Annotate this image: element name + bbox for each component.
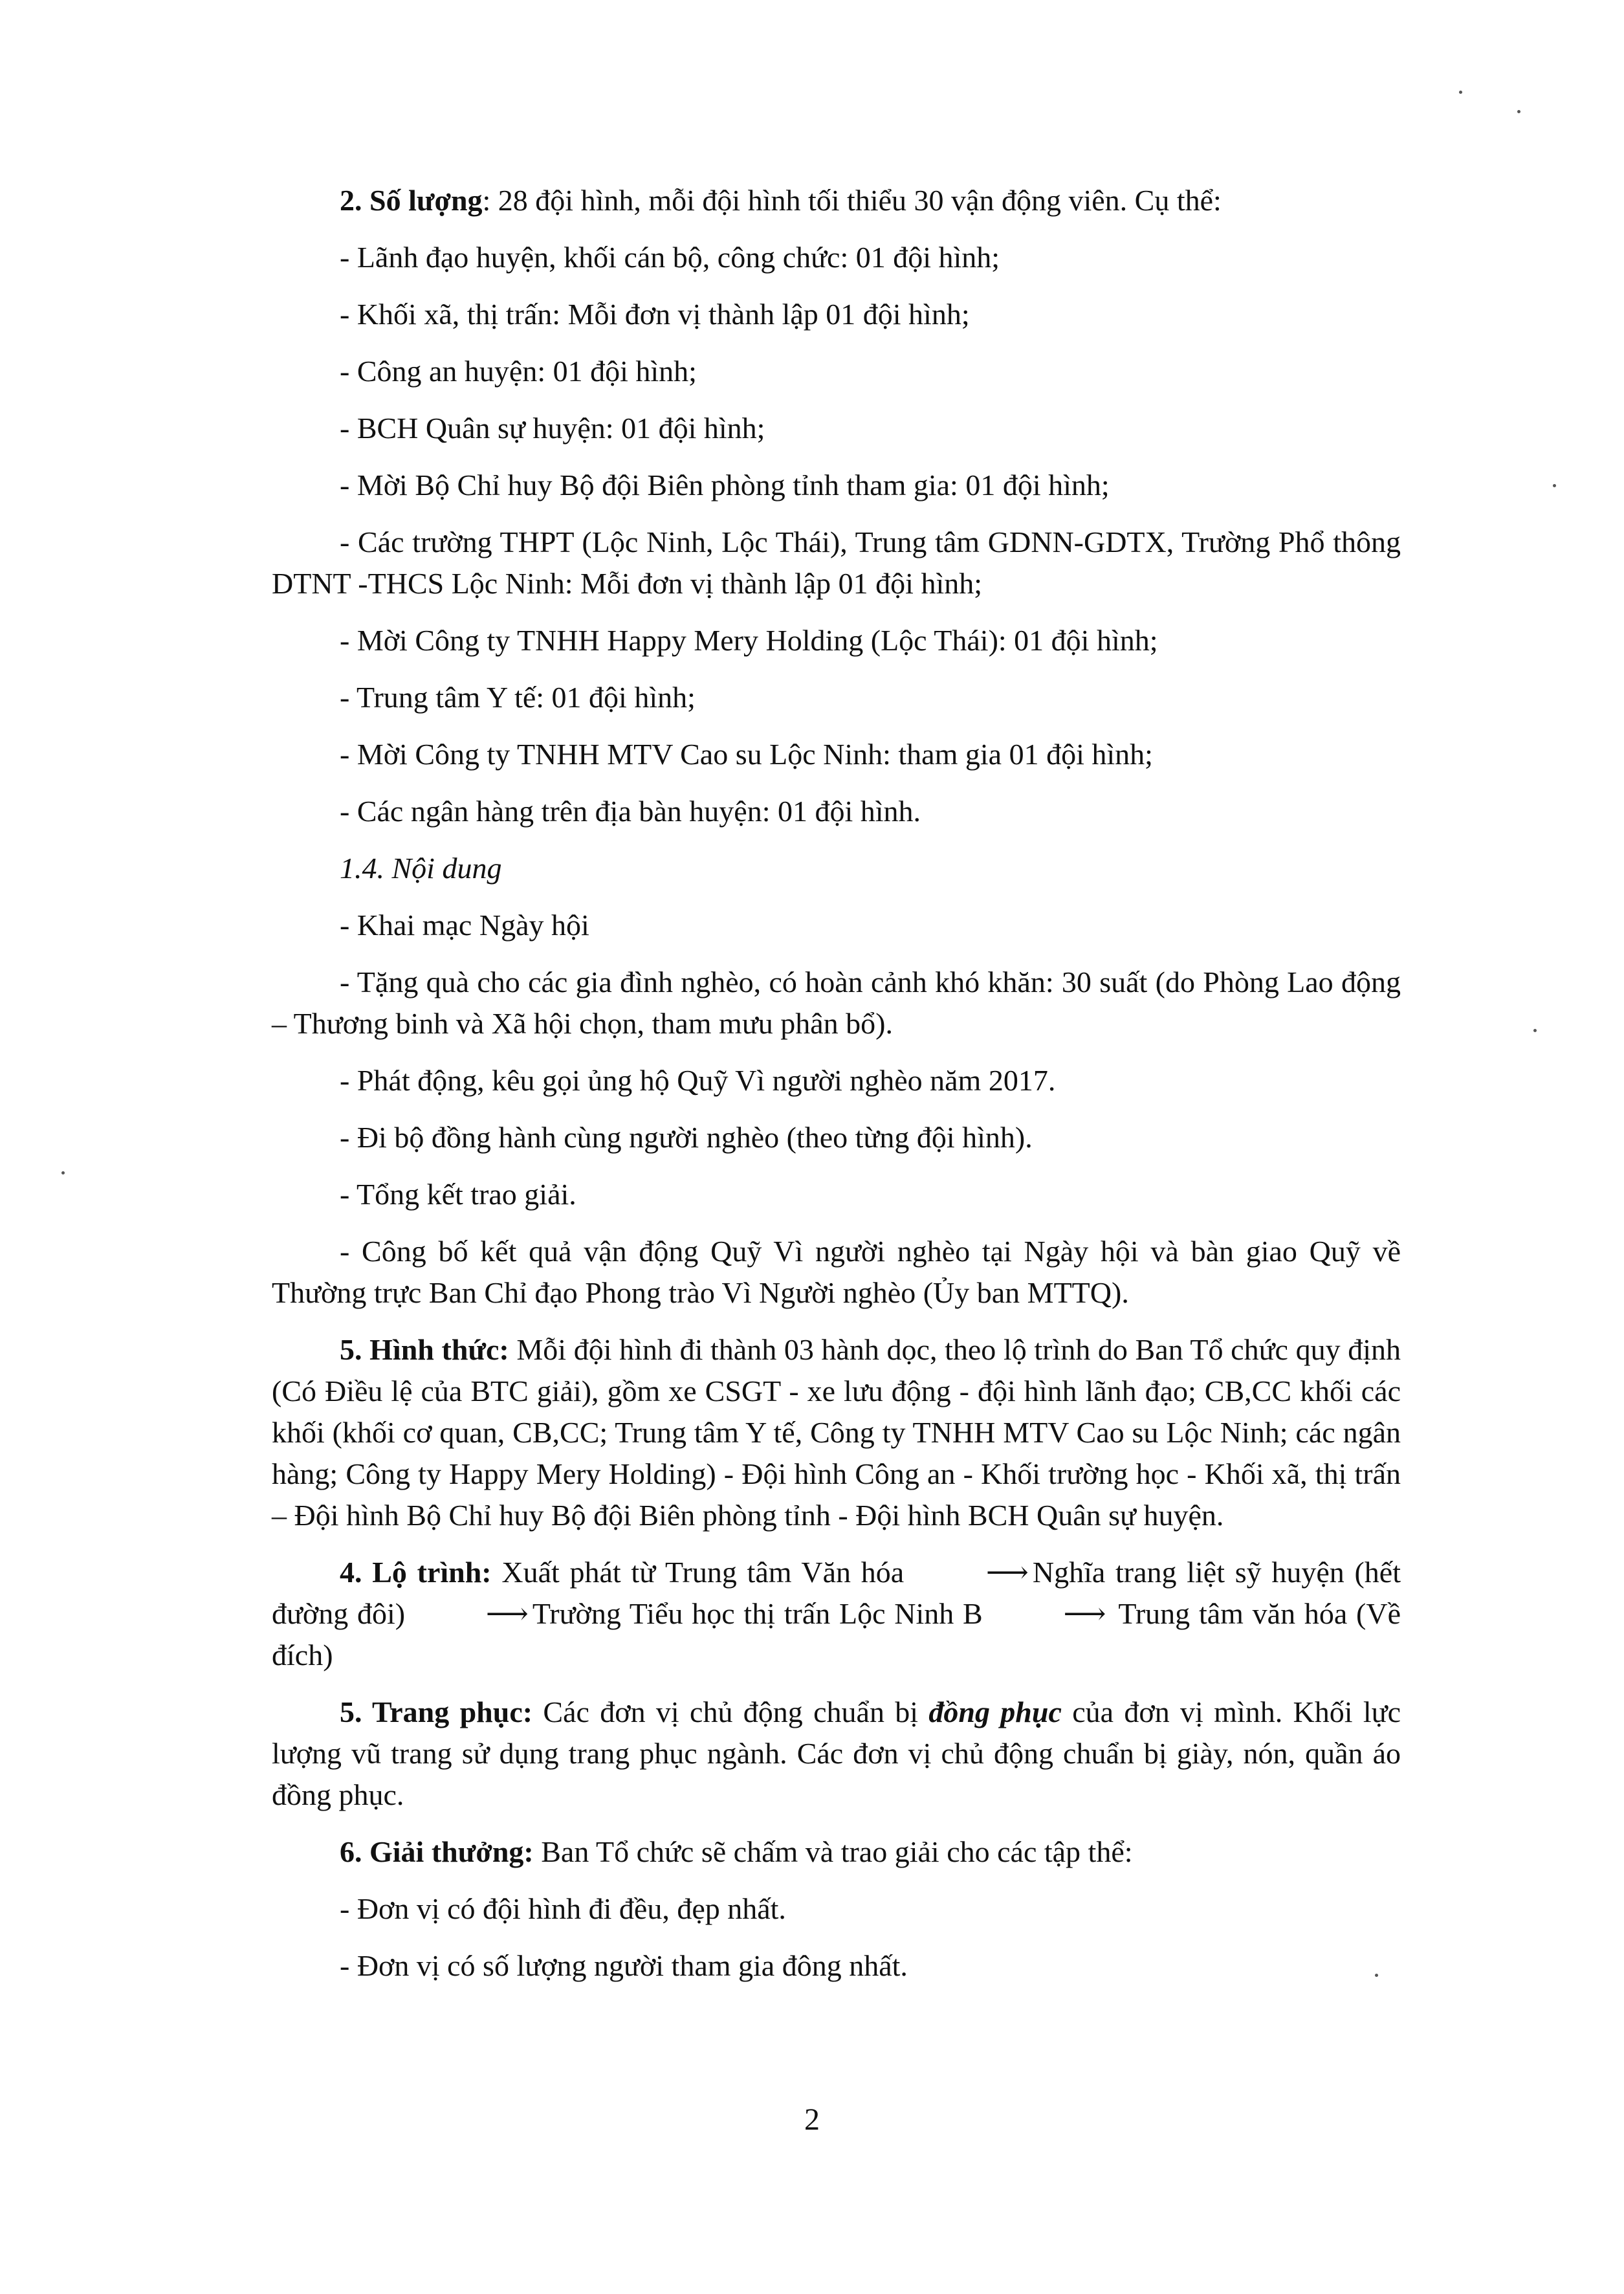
- quantity-item: - Khối xã, thị trấn: Mỗi đơn vị thành lập 01 đội hình;: [340, 298, 970, 331]
- content-item: - Tổng kết trao giải.: [340, 1178, 576, 1211]
- route-text: Nghĩa trang liệt sỹ huyện (hết đường đôi): [272, 1556, 1401, 1630]
- awards-item: - Đơn vị có số lượng người tham gia đông nhất.: [340, 1949, 908, 1982]
- uniform-text: của đơn vị mình. Khối lực lượng vũ trang sử dụng trang phục ngành. Các đơn vị chủ động chuẩn bị giày, nón, quần áo đồng phục.: [272, 1695, 1401, 1811]
- form-heading: 5. Hình thức:: [340, 1333, 509, 1366]
- quantity-item: - BCH Quân sự huyện: 01 đội hình;: [340, 412, 765, 445]
- awards-heading: 6. Giải thưởng:: [340, 1835, 534, 1868]
- content-item: - Công bố kết quả vận động Quỹ Vì người nghèo tại Ngày hội và bàn giao Quỹ về Thường trực Ban Chỉ đạo Phong trào Vì Người nghèo (Ủy ban MTTQ).: [272, 1235, 1401, 1309]
- quantity-item: - Lãnh đạo huyện, khối cán bộ, công chức: 01 đội hình;: [340, 241, 1000, 274]
- awards-item: - Đơn vị có đội hình đi đều, đẹp nhất.: [340, 1892, 786, 1925]
- quantity-text: : 28 đội hình, mỗi đội hình tối thiểu 30 vận động viên. Cụ thể:: [482, 184, 1222, 217]
- quantity-item: - Công an huyện: 01 đội hình;: [340, 355, 697, 388]
- route-text: Trường Tiểu học thị trấn Lộc Ninh B: [532, 1597, 992, 1630]
- route-text: Xuất phát từ Trung tâm Văn hóa: [491, 1556, 914, 1589]
- awards-paragraph: [272, 1831, 1401, 1873]
- scan-speck: [1553, 484, 1556, 487]
- awards-text: Ban Tổ chức sẽ chấm và trao giải cho các tập thể:: [533, 1835, 1133, 1868]
- arrow-right-icon: ⟶: [1063, 1597, 1106, 1630]
- route-text: Trung tâm văn hóa (Về đích): [272, 1597, 1401, 1671]
- scan-speck: [1533, 1029, 1537, 1032]
- content-item: - Tặng quà cho các gia đình nghèo, có hoàn cảnh khó khăn: 30 suất (do Phòng Lao động – Thương binh và Xã hội chọn, tham mưu phân bổ).: [272, 965, 1401, 1040]
- document-body: [272, 180, 1401, 2002]
- quantity-item: - Các trường THPT (Lộc Ninh, Lộc Thái), Trung tâm GDNN-GDTX, Trường Phổ thông DTNT -THCS Lộc Ninh: Mỗi đơn vị thành lập 01 đội hình;: [272, 525, 1401, 600]
- quantity-item: - Trung tâm Y tế: 01 đội hình;: [340, 681, 696, 714]
- content-heading: 1.4. Nội dung: [340, 852, 502, 885]
- route-heading: 4. Lộ trình:: [340, 1556, 492, 1589]
- content-item: - Đi bộ đồng hành cùng người nghèo (theo từng đội hình).: [340, 1121, 1033, 1154]
- quantity-heading: 2. Số lượng: [340, 184, 483, 217]
- form-text: Mỗi đội hình đi thành 03 hành dọc, theo lộ trình do Ban Tổ chức quy định (Có Điều lệ của BTC giải), gồm xe CSGT - xe lưu động - đội hình lãnh đạo; CB,CC khối các khối (khối cơ quan, CB,CC; Trung tâm Y tế, Công ty TNHH MTV Cao su Lộc Ninh; các ngân hàng; Công ty Happy Mery Holding) - Đội hình Công an - Khối trường học - Khối xã, thị trấn – Đội hình Bộ Chỉ huy Bộ đội Biên phòng tỉnh - Đội hình BCH Quân sự huyện.: [272, 1333, 1401, 1532]
- content-item: - Khai mạc Ngày hội: [340, 909, 589, 942]
- uniform-text: Các đơn vị chủ động chuẩn bị: [532, 1695, 929, 1728]
- scan-speck: [1459, 91, 1462, 94]
- uniform-heading: 5. Trang phục:: [340, 1695, 533, 1728]
- uniform-paragraph: [272, 1692, 1401, 1816]
- arrow-right-icon: ⟶: [985, 1556, 1029, 1589]
- content-item: - Phát động, kêu gọi ủng hộ Quỹ Vì người nghèo năm 2017.: [340, 1064, 1056, 1097]
- form-paragraph: [272, 1329, 1401, 1536]
- quantity-item: - Mời Công ty TNHH Happy Mery Holding (Lộc Thái): 01 đội hình;: [340, 624, 1158, 657]
- route-paragraph: [272, 1552, 1401, 1676]
- scan-speck: [1517, 110, 1520, 113]
- quantity-item: - Mời Bộ Chỉ huy Bộ đội Biên phòng tỉnh tham gia: 01 đội hình;: [340, 469, 1110, 502]
- page-number: 2: [804, 2102, 820, 2137]
- arrow-right-icon: ⟶: [485, 1597, 529, 1630]
- uniform-emphasis: đồng phục: [928, 1695, 1062, 1728]
- scan-speck: [61, 1171, 65, 1175]
- quantity-item: - Các ngân hàng trên địa bàn huyện: 01 đội hình.: [340, 795, 921, 828]
- quantity-paragraph: [272, 180, 1401, 221]
- quantity-item: - Mời Công ty TNHH MTV Cao su Lộc Ninh: tham gia 01 đội hình;: [340, 738, 1153, 771]
